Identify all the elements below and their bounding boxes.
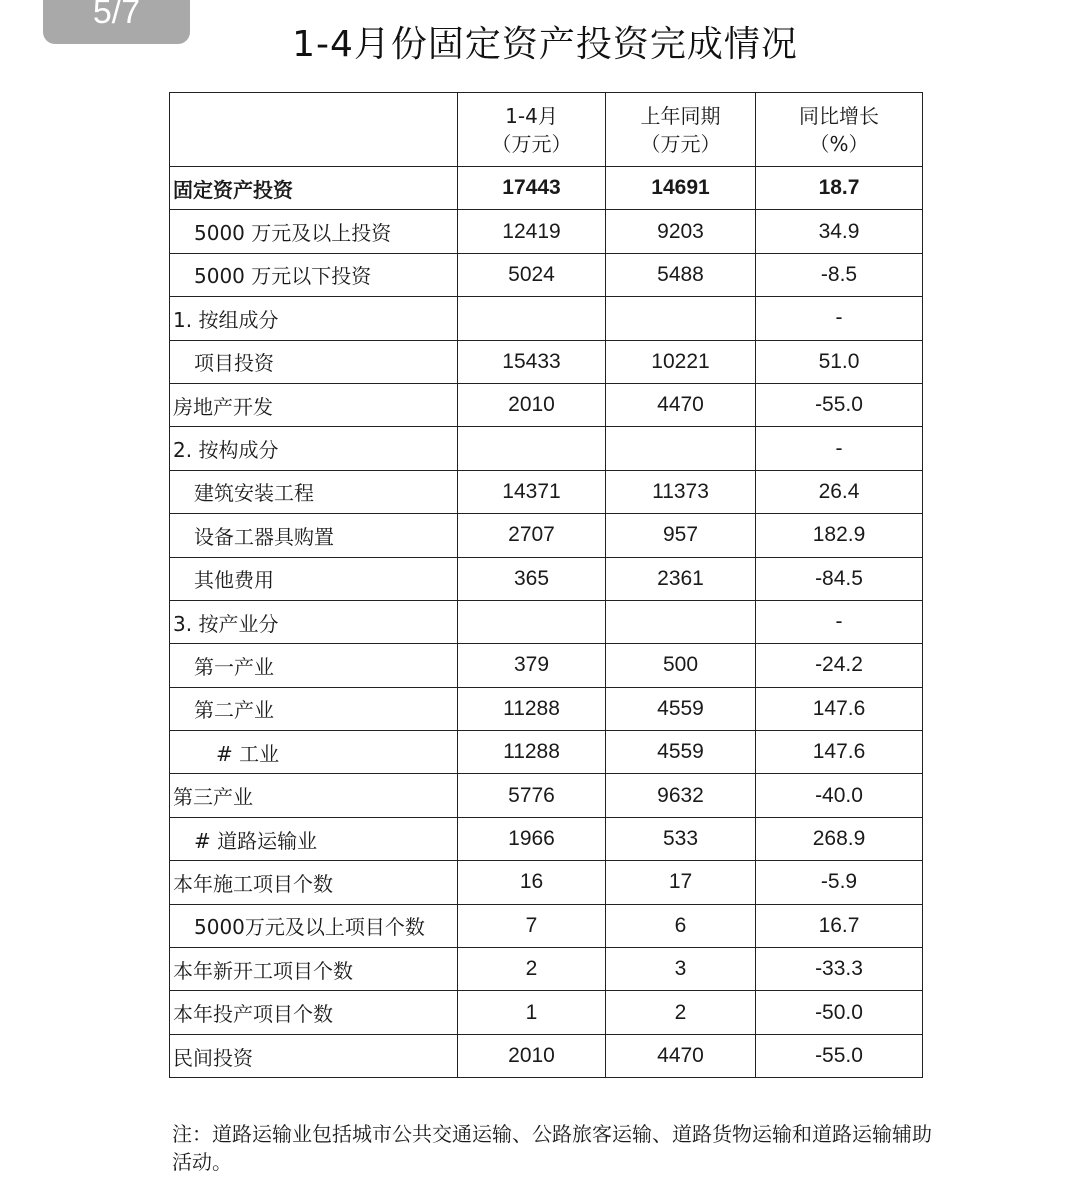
- header-last-year-line1: 上年同期: [640, 103, 721, 128]
- cell-current: [458, 427, 606, 470]
- table-row: [170, 817, 923, 860]
- cell-current: 12419: [458, 210, 606, 253]
- header-growth-line1: 同比增长: [799, 103, 879, 128]
- header-current-line1: 1-4月: [505, 103, 558, 128]
- table-row: [170, 1034, 923, 1077]
- cell-last-year: [606, 427, 756, 470]
- header-last-year-line2: （万元）: [640, 131, 721, 156]
- cell-last-year: 2361: [606, 557, 756, 600]
- table-row: [170, 557, 923, 600]
- row-label: 5000 万元以下投资: [170, 253, 458, 296]
- table-row: [170, 427, 923, 470]
- cell-current: 1966: [458, 817, 606, 860]
- row-label: 1. 按组成分: [170, 297, 458, 340]
- cell-last-year: [606, 600, 756, 643]
- header-cell-growth: [756, 93, 923, 167]
- cell-growth: 18.7: [756, 167, 923, 210]
- page-indicator: 5/7: [43, 0, 190, 44]
- page-title: 1-4月份固定资产投资完成情况: [292, 24, 798, 65]
- cell-current: [458, 297, 606, 340]
- row-label: 第二产业: [170, 687, 458, 730]
- header-growth-line2: （%）: [809, 131, 869, 156]
- cell-last-year: 11373: [606, 470, 756, 513]
- table-row: [170, 904, 923, 947]
- cell-last-year: 4470: [606, 1034, 756, 1077]
- table-row: [170, 731, 923, 774]
- table-row: [170, 340, 923, 383]
- cell-current: 7: [458, 904, 606, 947]
- table-row: [170, 948, 923, 991]
- row-label: 5000万元及以上项目个数: [170, 904, 458, 947]
- cell-current: 365: [458, 557, 606, 600]
- table-body: [170, 167, 923, 1078]
- table-row: [170, 600, 923, 643]
- cell-current: 16: [458, 861, 606, 904]
- cell-growth: -55.0: [756, 1034, 923, 1077]
- cell-growth: -55.0: [756, 383, 923, 426]
- cell-growth: 182.9: [756, 514, 923, 557]
- row-label: 其他费用: [170, 557, 458, 600]
- row-label: 固定资产投资: [170, 167, 458, 210]
- cell-current: 2707: [458, 514, 606, 557]
- investment-table: [169, 92, 923, 1078]
- cell-growth: 16.7: [756, 904, 923, 947]
- cell-last-year: 17: [606, 861, 756, 904]
- cell-growth: -84.5: [756, 557, 923, 600]
- table-row: [170, 253, 923, 296]
- row-label: 项目投资: [170, 340, 458, 383]
- cell-current: 2: [458, 948, 606, 991]
- cell-current: 1: [458, 991, 606, 1034]
- table-row: [170, 167, 923, 210]
- table-row: [170, 687, 923, 730]
- table-row: [170, 210, 923, 253]
- cell-last-year: 10221: [606, 340, 756, 383]
- cell-growth: -5.9: [756, 861, 923, 904]
- cell-current: 14371: [458, 470, 606, 513]
- cell-current: 11288: [458, 687, 606, 730]
- cell-last-year: 4470: [606, 383, 756, 426]
- row-label: 民间投资: [170, 1034, 458, 1077]
- row-label: 本年新开工项目个数: [170, 948, 458, 991]
- row-label: 房地产开发: [170, 383, 458, 426]
- table-row: [170, 774, 923, 817]
- cell-last-year: 9632: [606, 774, 756, 817]
- cell-current: 17443: [458, 167, 606, 210]
- cell-current: [458, 600, 606, 643]
- cell-last-year: 957: [606, 514, 756, 557]
- cell-growth: -24.2: [756, 644, 923, 687]
- row-label: 设备工器具购置: [170, 514, 458, 557]
- cell-growth: -: [756, 297, 923, 340]
- cell-last-year: 4559: [606, 687, 756, 730]
- header-cell-last-year: [606, 93, 756, 167]
- table-row: [170, 383, 923, 426]
- cell-growth: 34.9: [756, 210, 923, 253]
- cell-growth: -: [756, 427, 923, 470]
- row-label: 本年施工项目个数: [170, 861, 458, 904]
- cell-growth: -33.3: [756, 948, 923, 991]
- cell-last-year: [606, 297, 756, 340]
- cell-last-year: 500: [606, 644, 756, 687]
- cell-last-year: 5488: [606, 253, 756, 296]
- table-row: [170, 991, 923, 1034]
- row-label: 第三产业: [170, 774, 458, 817]
- cell-last-year: 6: [606, 904, 756, 947]
- row-label: # 工业: [170, 731, 458, 774]
- row-label: 建筑安装工程: [170, 470, 458, 513]
- cell-growth: -50.0: [756, 991, 923, 1034]
- cell-growth: 147.6: [756, 687, 923, 730]
- cell-last-year: 4559: [606, 731, 756, 774]
- cell-growth: -8.5: [756, 253, 923, 296]
- cell-growth: 268.9: [756, 817, 923, 860]
- cell-growth: -: [756, 600, 923, 643]
- cell-last-year: 9203: [606, 210, 756, 253]
- footnote: 注：道路运输业包括城市公共交通运输、公路旅客运输、道路货物运输和道路运输辅助活动。: [172, 1122, 932, 1174]
- cell-last-year: 14691: [606, 167, 756, 210]
- cell-last-year: 533: [606, 817, 756, 860]
- header-cell-indicator: [170, 93, 458, 167]
- cell-growth: 26.4: [756, 470, 923, 513]
- cell-current: 15433: [458, 340, 606, 383]
- table-row: [170, 514, 923, 557]
- cell-last-year: 3: [606, 948, 756, 991]
- cell-current: 2010: [458, 383, 606, 426]
- cell-growth: 51.0: [756, 340, 923, 383]
- table-row: [170, 470, 923, 513]
- header-current-line2: （万元）: [491, 131, 572, 156]
- cell-current: 5024: [458, 253, 606, 296]
- cell-current: 2010: [458, 1034, 606, 1077]
- row-label: 第一产业: [170, 644, 458, 687]
- row-label: 本年投产项目个数: [170, 991, 458, 1034]
- row-label: # 道路运输业: [170, 817, 458, 860]
- header-cell-current: [458, 93, 606, 167]
- cell-last-year: 2: [606, 991, 756, 1034]
- table-row: [170, 861, 923, 904]
- table-row: [170, 297, 923, 340]
- cell-growth: -40.0: [756, 774, 923, 817]
- row-label: 5000 万元及以上投资: [170, 210, 458, 253]
- cell-growth: 147.6: [756, 731, 923, 774]
- table-header-row: [170, 93, 923, 167]
- cell-current: 11288: [458, 731, 606, 774]
- cell-current: 379: [458, 644, 606, 687]
- cell-current: 5776: [458, 774, 606, 817]
- row-label: 3. 按产业分: [170, 600, 458, 643]
- table-row: [170, 644, 923, 687]
- row-label: 2. 按构成分: [170, 427, 458, 470]
